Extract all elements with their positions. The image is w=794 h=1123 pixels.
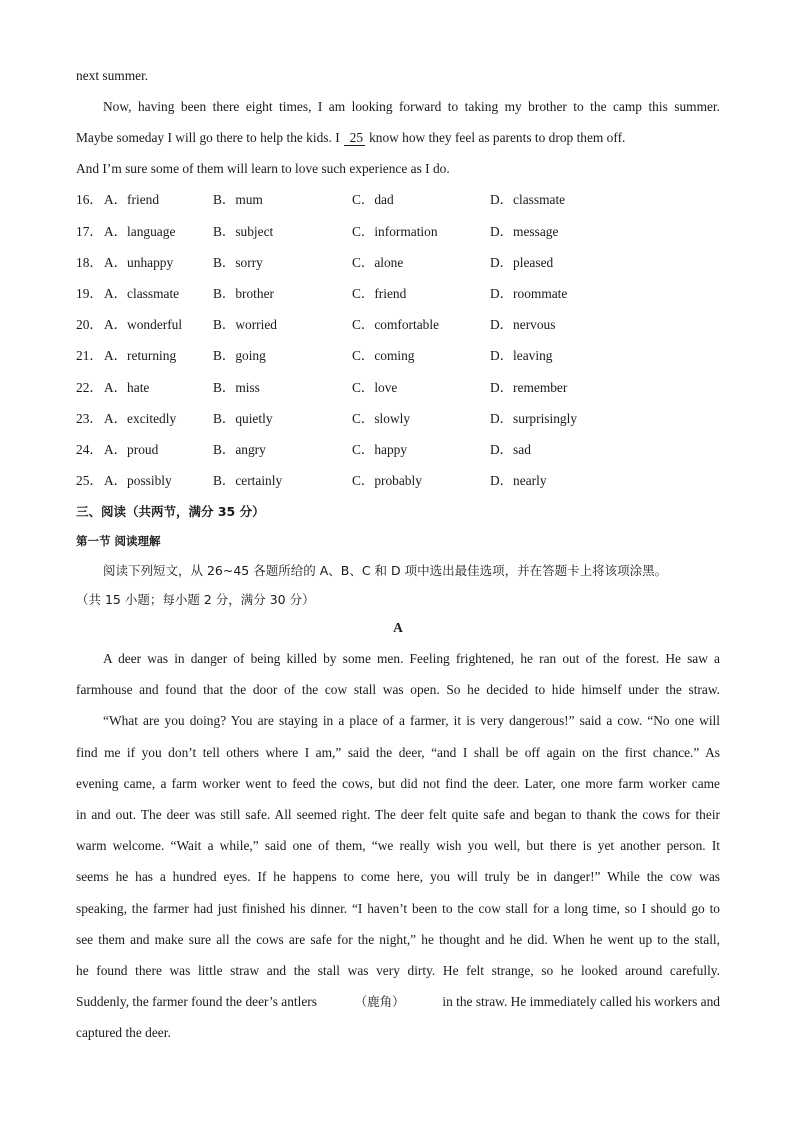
option-c: C．friend <box>352 286 407 301</box>
option-c: C．coming <box>352 348 415 363</box>
question-number: 25． <box>76 473 103 488</box>
passage-line: seems he has a hundred eyes. If he happens to come here, you will truly be in danger!” While the cow was <box>76 869 720 884</box>
question-row <box>76 410 720 428</box>
question-number: 22． <box>76 380 103 395</box>
passage-line: in and out. The deer was still safe. All seemed right. The deer felt quite safe and began to thank the cows for their <box>76 807 720 822</box>
option-c: C．dad <box>352 192 394 207</box>
question-number: 16． <box>76 192 103 207</box>
option-d: D．nervous <box>490 317 556 332</box>
option-c: C．happy <box>352 442 408 457</box>
option-c: C．probably <box>352 473 422 488</box>
instructions: 阅读下列短文，从 26~45 各题所给的 A、B、C 和 D 项中选出最佳选项，并在答题卡上将该项涂黑。 <box>103 563 668 578</box>
passage-line: speaking, the farmer had just finished his dinner. “I haven’t been to the cow stall for a long time, so I should go to <box>76 901 720 916</box>
passage-line: farmhouse and found that the door of the cow stall was open. So he decided to hide himself under the straw. <box>76 682 720 697</box>
option-b: B．certainly <box>213 473 283 488</box>
passage-label: A <box>393 620 403 635</box>
option-b: B．quietly <box>213 411 273 426</box>
passage-line: find me if you don’t tell others where I am,” said the deer, “and I shall be off again on the first chance.” As <box>76 745 720 760</box>
passage-line: “What are you doing? You are staying in a place of a farmer, it is very dangerous!” said a cow. “No one will <box>103 713 720 728</box>
passage-line: A deer was in danger of being killed by some men. Feeling frightened, he ran out of the forest. He saw a <box>103 651 720 666</box>
question-row <box>76 472 720 490</box>
option-d: D．remember <box>490 380 568 395</box>
option-d: D．surprisingly <box>490 411 578 426</box>
option-a: A．hate <box>104 380 150 395</box>
instructions: （共 15 小题；每小题 2 分，满分 30 分） <box>76 592 315 607</box>
option-b: B．going <box>213 348 266 363</box>
option-a: A．unhappy <box>104 255 174 270</box>
passage-text: Suddenly, the farmer found the deer’s antlers <box>76 994 317 1009</box>
question-number: 20． <box>76 317 103 332</box>
option-d: D．leaving <box>490 348 553 363</box>
option-b: B．brother <box>213 286 274 301</box>
passage-line: captured the deer. <box>76 1025 171 1040</box>
option-a: A．returning <box>104 348 177 363</box>
question-row <box>76 285 720 303</box>
question-number: 24． <box>76 442 103 457</box>
option-b: B．mum <box>213 192 263 207</box>
question-row <box>76 254 720 272</box>
option-d: D．sad <box>490 442 531 457</box>
option-a: A．friend <box>104 192 160 207</box>
section-heading: 三、阅读（共两节，满分 35 分） <box>76 504 265 519</box>
option-b: B．subject <box>213 224 274 239</box>
cloze-blank: 25 <box>344 130 365 146</box>
passage-line: evening came, a farm worker went to feed the cows, but did not find the deer. Later, one more farm worker came <box>76 776 720 791</box>
question-row <box>76 441 720 459</box>
question-number: 17． <box>76 224 103 239</box>
passage-gloss: （鹿角） <box>354 994 405 1009</box>
option-c: C．alone <box>352 255 404 270</box>
option-a: A．possibly <box>104 473 172 488</box>
option-d: D．nearly <box>490 473 547 488</box>
option-d: D．message <box>490 224 559 239</box>
option-c: C．comfortable <box>352 317 440 332</box>
question-row <box>76 316 720 334</box>
option-d: D．pleased <box>490 255 554 270</box>
question-number: 19． <box>76 286 103 301</box>
cloze-text: know how they feel as parents to drop them off. <box>369 130 626 145</box>
sub-heading: 第一节 阅读理解 <box>76 534 161 548</box>
question-row <box>76 223 720 241</box>
cloze-line <box>76 129 625 147</box>
option-c: C．slowly <box>352 411 411 426</box>
option-a: A．excitedly <box>104 411 177 426</box>
question-number: 21． <box>76 348 103 363</box>
question-row <box>76 379 720 397</box>
option-b: B．angry <box>213 442 266 457</box>
cloze-line: And I’m sure some of them will learn to love such experience as I do. <box>76 161 450 176</box>
passage-line: warm welcome. “Wait a while,” said one of them, “we really wish you well, but there is yet another person. It <box>76 838 720 853</box>
option-b: B．sorry <box>213 255 263 270</box>
option-a: A．proud <box>104 442 159 457</box>
option-d: D．roommate <box>490 286 568 301</box>
cloze-line: Now, having been there eight times, I am looking forward to taking my brother to the camp this summer. <box>103 99 720 114</box>
option-c: C．information <box>352 224 438 239</box>
question-row <box>76 347 720 365</box>
option-b: B．miss <box>213 380 260 395</box>
passage-line <box>76 993 720 1011</box>
passage-line: he found there was little straw and the stall was very dirty. He felt strange, so he looked around carefully. <box>76 963 720 978</box>
cloze-line: next summer. <box>76 68 149 83</box>
question-number: 18． <box>76 255 103 270</box>
option-a: A．language <box>104 224 176 239</box>
option-a: A．wonderful <box>104 317 183 332</box>
question-row <box>76 191 720 209</box>
option-d: D．classmate <box>490 192 566 207</box>
cloze-text: Maybe someday I will go there to help the kids. I <box>76 130 340 145</box>
passage-line: see them and make sure all the cows are safe for the night,” he thought and he did. When he went up to the stall, <box>76 932 720 947</box>
option-a: A．classmate <box>104 286 180 301</box>
passage-text: in the straw. He immediately called his workers and <box>442 994 720 1009</box>
option-c: C．love <box>352 380 398 395</box>
option-b: B．worried <box>213 317 277 332</box>
question-number: 23． <box>76 411 103 426</box>
